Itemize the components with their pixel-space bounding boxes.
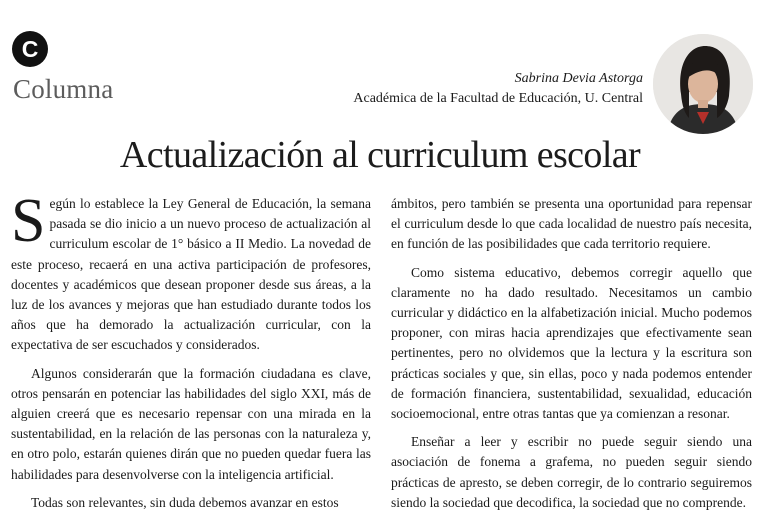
author-photo [653, 34, 753, 134]
author-role: Académica de la Facultad de Educación, U. Central [353, 91, 643, 106]
paragraph: Todas son relevantes, sin duda debemos avanzar en estos [31, 494, 339, 510]
badge-letter: C [21, 35, 39, 62]
article-column-left [11, 187, 371, 521]
column-badge [12, 31, 48, 67]
section-label: Columna [13, 74, 114, 104]
paragraph: ámbitos, pero también se presenta una oportunidad para repensar el curriculum desde lo que cada localidad de nuestro país necesita, en función de las posibilidades que cada territorio requiere. [391, 196, 752, 252]
paragraph-text: egún lo establece la Ley General de Educación, la semana pasada se dio inicio a un nuevo proceso de actualización al curriculum escolar de 1° básico a II Medio. La novedad de este proceso, recaerá en una activa participación de profesores, docentes y académicos que desean proponer desde sus áreas, a la luz de los avances y mejoras que han estudiado durante todos los años que ha demorado la actualización curricular, con la expectativa de ser escuchados y considerados. [11, 196, 371, 353]
paragraph: Algunos considerarán que la formación ciudadana es clave, otros pensarán en potenciar las habilidades del siglo XXI, más de alguien creerá que es necesario repensar con una mirada en la sustentabilidad, en la relación de las personas con la naturaleza y, en otro polo, estarán quienes dirán que no pueden quedar fuera las habilidades para desenvolverse con la inteligencia artificial. [11, 365, 371, 482]
drop-cap: S [11, 187, 46, 255]
paragraph [11, 187, 371, 356]
author-name: Sabrina Devia Astorga [514, 71, 643, 86]
paragraph: Como sistema educativo, debemos corregir aquello que claramente no ha dado resultado. Necesitamos un cambio curricular y didáctico en la alfabetización inicial. Mucho podemos proponer, con miras hacia aprendizajes que efectivamente sean pertinentes, pero no olvidemos que la lectura y la escritura son prácticas sociales y que, sin ellas, poco y nada podemos entender de formación financiera, sustentabilidad, sexualidad, educación socioemocional, entre otras tantas que ya comienzan a resonar. [391, 264, 752, 422]
article-headline: Actualización al curriculum escolar [119, 134, 641, 176]
paragraph: Enseñar a leer y escribir no puede seguir siendo una asociación de fonema a grafema, no pueden seguir siendo prácticas de apresto, se deben corregir, de lo contrario seguiremos siendo la sociedad que decodifica, la sociedad que no comprende. [391, 434, 752, 510]
article-column-right [391, 194, 752, 521]
